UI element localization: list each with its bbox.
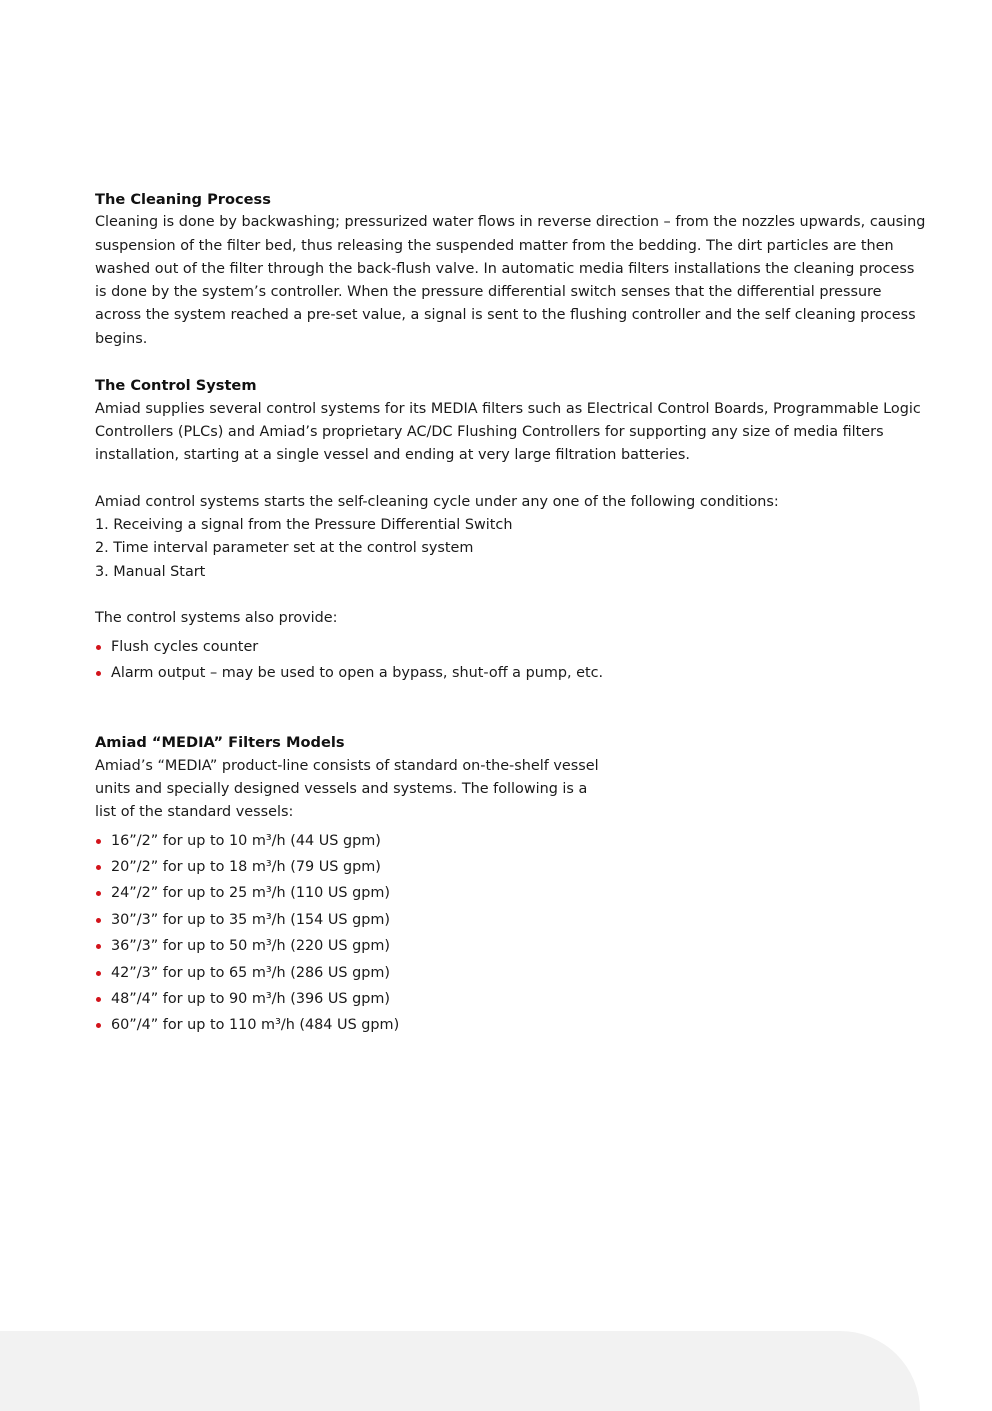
list-item	[95, 1012, 930, 1038]
provides-list	[95, 634, 930, 687]
cleaning-paragraph: Cleaning is done by backwashing; pressurized water flows in reverse direction – from the nozzles upwards, causing suspension of the filter bed, thus releasing the suspended matter from the bedding. The dirt particles are then washed out of the filter through the back-flush valve. In automatic media filters installations the cleaning process is done by the system’s controller. When the pressure differential switch senses that the differential pressure across the system reached a pre-set value, a signal is sent to the flushing controller and the self cleaning process begins.	[95, 214, 926, 347]
bullet-icon	[96, 944, 101, 949]
bullet-icon	[96, 865, 101, 870]
list-item-text: 48”/4” for up to 90 m³/h (396 US gpm)	[111, 991, 391, 1008]
list-item	[95, 907, 930, 933]
vessels-list	[95, 828, 930, 1039]
list-item	[95, 660, 930, 686]
list-item	[95, 986, 930, 1012]
list-item	[95, 933, 930, 959]
list-item	[95, 634, 930, 660]
conditions-list	[95, 514, 930, 584]
conditions-intro: Amiad control systems starts the self-cleaning cycle under any one of the following conditions:	[95, 493, 779, 510]
cleaning-section	[95, 188, 930, 351]
list-item-text: 16”/2” for up to 10 m³/h (44 US gpm)	[111, 832, 381, 849]
models-section	[95, 731, 930, 1038]
list-item: 1. Receiving a signal from the Pressure Differential Switch	[95, 517, 513, 534]
list-item-text: 60”/4” for up to 110 m³/h (484 US gpm)	[111, 1017, 400, 1034]
list-item	[95, 880, 930, 906]
control-heading: The Control System	[95, 377, 257, 395]
list-item	[95, 854, 930, 880]
document-body	[95, 188, 930, 1039]
control-paragraph: Amiad supplies several control systems for its MEDIA filters such as Electrical Control Boards, Programmable Logic Controllers (PLCs) and Amiad’s proprietary AC/DC Flushing Controllers for supporting any size of media filters installation, starting at a single vessel and ending at very large filtration batteries.	[95, 400, 921, 464]
bullet-icon	[96, 1023, 101, 1028]
list-item-text: Alarm output – may be used to open a bypass, shut-off a pump, etc.	[111, 665, 604, 682]
list-item-text: Flush cycles counter	[111, 638, 259, 655]
bullet-icon	[96, 997, 101, 1002]
list-item	[95, 828, 930, 854]
bullet-icon	[96, 891, 101, 896]
models-heading: Amiad “MEDIA” Filters Models	[95, 734, 345, 752]
footer-band	[0, 1331, 920, 1411]
control-section	[95, 374, 930, 686]
list-item-text: 24”/2” for up to 25 m³/h (110 US gpm)	[111, 885, 391, 902]
bullet-icon	[96, 918, 101, 923]
list-item-text: 36”/3” for up to 50 m³/h (220 US gpm)	[111, 938, 391, 955]
bullet-icon	[96, 839, 101, 844]
bullet-icon	[96, 971, 101, 976]
models-paragraph: Amiad’s “MEDIA” product-line consists of standard on-the-shelf vessel units and specially designed vessels and systems. The following is a list of the standard vessels:	[95, 757, 599, 821]
bullet-icon	[96, 645, 101, 650]
list-item-text: 20”/2” for up to 18 m³/h (79 US gpm)	[111, 859, 381, 876]
list-item-text: 30”/3” for up to 35 m³/h (154 US gpm)	[111, 911, 391, 928]
list-item-text: 42”/3” for up to 65 m³/h (286 US gpm)	[111, 964, 391, 981]
list-item: 3. Manual Start	[95, 563, 206, 580]
cleaning-heading: The Cleaning Process	[95, 191, 271, 208]
bullet-icon	[96, 671, 101, 676]
list-item	[95, 960, 930, 986]
list-item: 2. Time interval parameter set at the control system	[95, 540, 474, 557]
provides-intro: The control systems also provide:	[95, 610, 338, 627]
